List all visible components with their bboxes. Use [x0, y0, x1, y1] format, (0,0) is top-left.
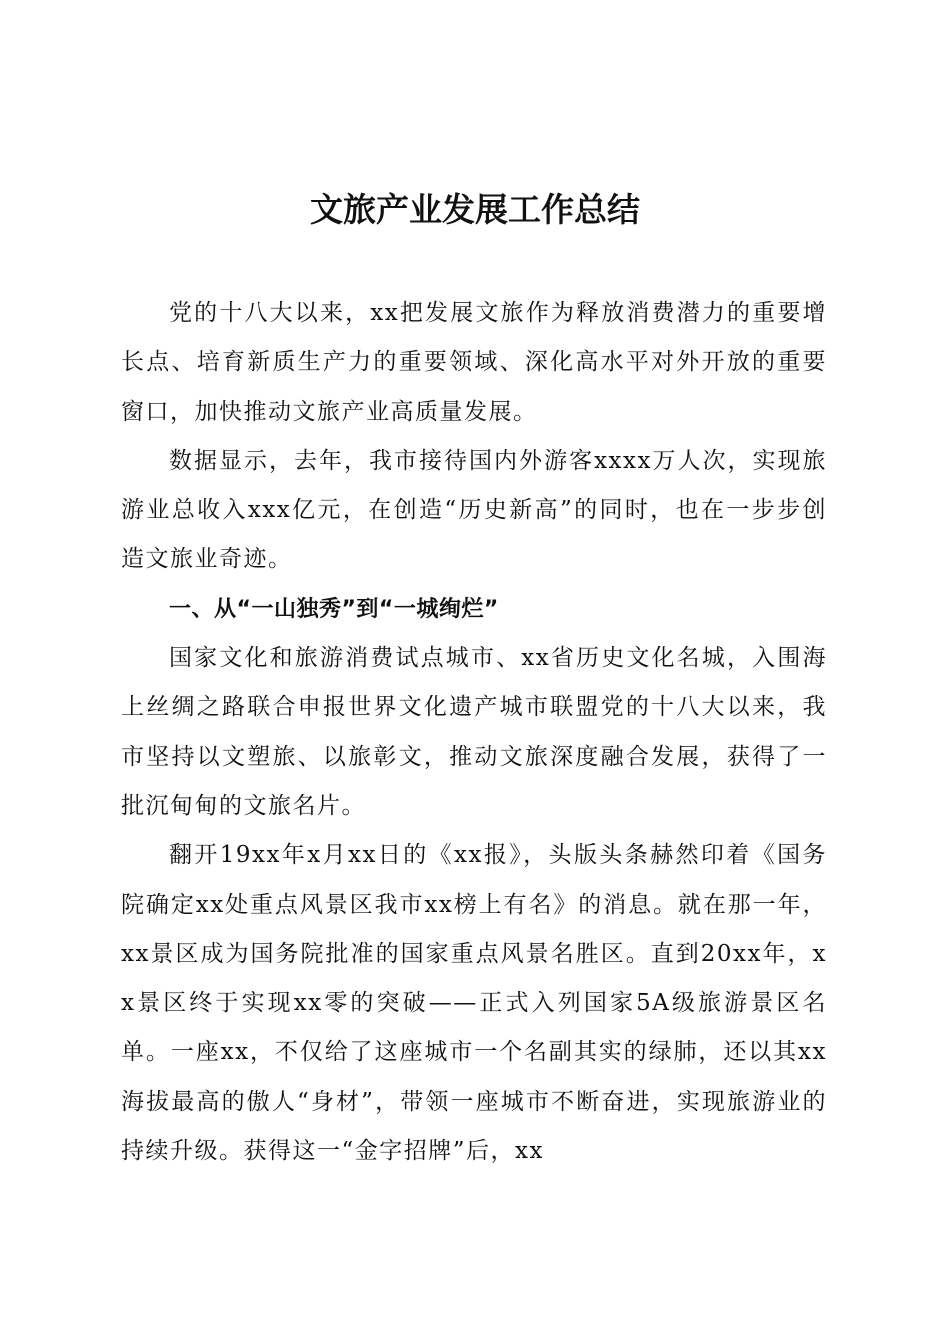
paragraph-intro: 党的十八大以来，xx把发展文旅作为释放消费潜力的重要增长点、培育新质生产力的重要领域、深化高水平对外开放的重要窗口，加快推动文旅产业高质量发展。 — [121, 300, 827, 425]
paragraph-statistics: 数据显示，去年，我市接待国内外游客xxxx万人次，实现旅游业总收入xxx亿元，在创造“历史新高”的同时，也在一步步创造文旅业奇迹。 — [121, 447, 827, 573]
document-title: 文旅产业发展工作总结 — [310, 190, 640, 229]
section-heading: 一、从“一山独秀”到“一城绚烂” — [169, 596, 499, 622]
paragraph-city-honors: 国家文化和旅游消费试点城市、xx省历史文化名城，入围海上丝绸之路联合申报世界文化遗产城市联盟党的十八大以来，我市坚持以文塑旅、以旅彰文，推动文旅深度融合发展，获得了一批沉甸甸的文旅名片。 — [121, 645, 827, 819]
paragraph-history: 翻开19xx年x月xx日的《xx报》，头版头条赫然印着《国务院确定xx处重点风景区我市xx榜上有名》的消息。就在那一年，xx景区成为国务院批准的国家重点风景名胜区。直到20xx年，xx景区终于实现xx零的突破——正式入列国家5A级旅游景区名单。一座xx，不仅给了这座城市一个名副其实的绿肺，还以其xx海拔最高的傲人“身材”，带领一座城市不断奋进，实现旅游业的持续升级。获得这一“金字招牌”后，xx — [121, 842, 827, 1165]
document-body — [121, 289, 827, 1176]
